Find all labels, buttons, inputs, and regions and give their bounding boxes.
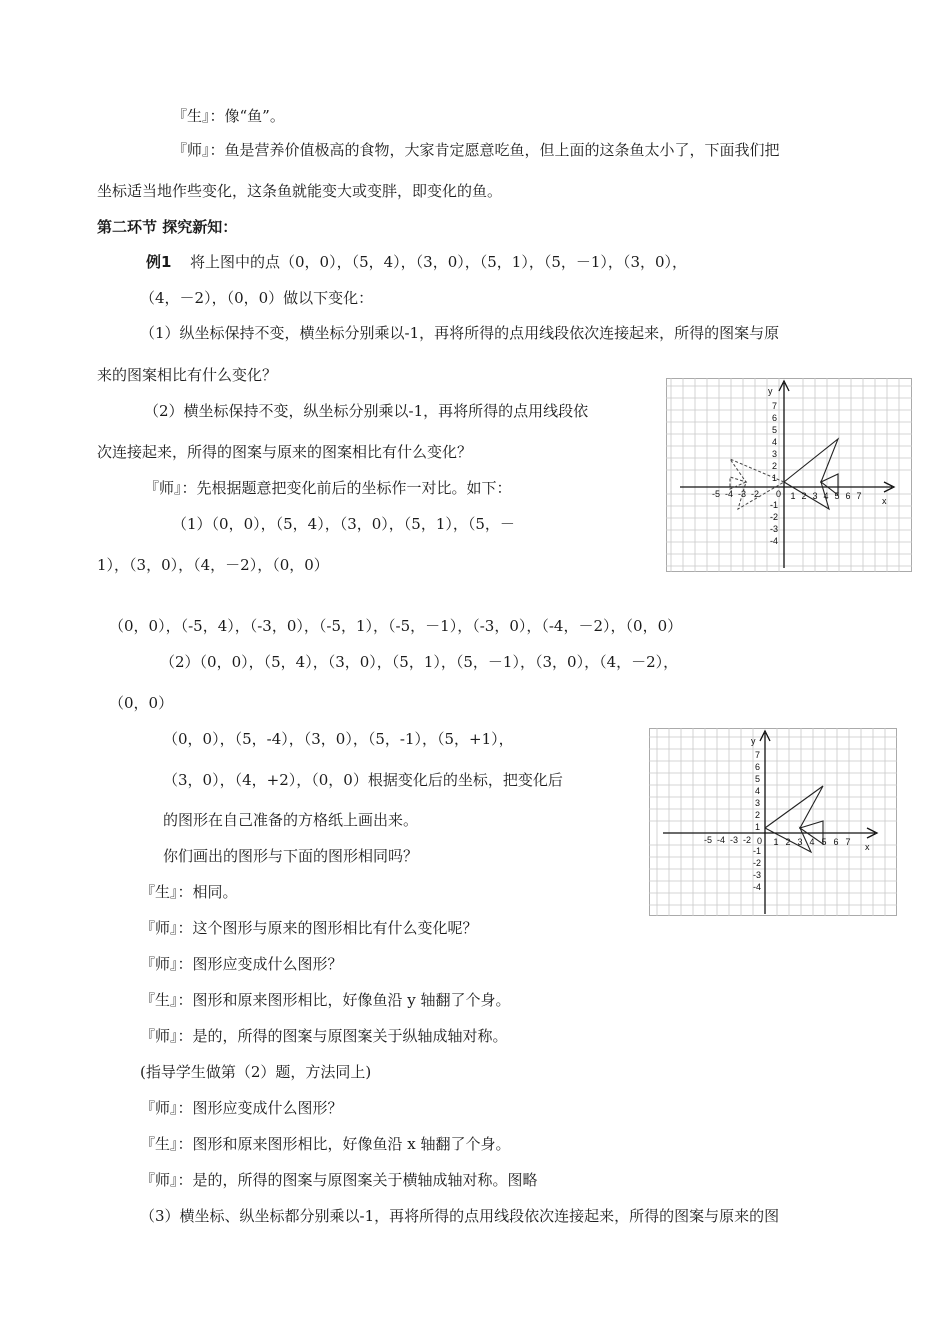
graph-2-y-tick: 6 xyxy=(755,762,761,772)
text-line-8: 来的图案相比有什么变化？ xyxy=(97,366,278,384)
graph-1-x-tick: 3 xyxy=(812,491,818,501)
graph-2 xyxy=(649,728,897,916)
graph-2-y-tick: -2 xyxy=(753,858,762,868)
graph-1 xyxy=(666,378,912,572)
graph-2-x-tick: 6 xyxy=(833,837,839,847)
graph-1-x-tick: 5 xyxy=(834,491,840,501)
graph-2-y-label: y xyxy=(751,736,756,746)
graph-1-x-tick: -2 xyxy=(750,489,760,499)
text-line-24: 『生』：图形和原来图形相比，好像鱼沿 y 轴翻了个身。 xyxy=(140,991,511,1009)
text-line-21: 『生』：相同。 xyxy=(140,883,238,901)
graph-2-y-tick: 2 xyxy=(755,810,761,820)
graph-1-y-tick: 6 xyxy=(772,413,778,423)
graph-1-x-tick: 2 xyxy=(801,491,807,501)
graph-1-x-tick: 1 xyxy=(790,491,796,501)
graph-2-y-tick: 3 xyxy=(755,798,761,808)
graph-2-x-tick: -4 xyxy=(716,835,726,845)
graph-1-x-label: x xyxy=(882,496,887,506)
graph-2-origin-label: 0 xyxy=(757,836,763,846)
text-line-29: 『师』：是的，所得的图案与原图案关于横轴成轴对称。图略 xyxy=(140,1171,538,1189)
graph-2-y-tick: -4 xyxy=(753,882,762,892)
text-line-2: 『师』：鱼是营养价值极高的食物，大家肯定愿意吃鱼，但上面的这条鱼太小了，下面我们把 xyxy=(172,141,780,159)
graph-1-y-tick: -3 xyxy=(770,524,779,534)
text-line-20: 你们画出的图形与下面的图形相同吗？ xyxy=(163,847,419,865)
example-label: 例1 xyxy=(146,253,172,271)
graph-2-x-label: x xyxy=(865,842,870,852)
text-line-28: 『生』：图形和原来图形相比，好像鱼沿 x 轴翻了个身。 xyxy=(140,1135,511,1153)
graph-1-y-tick: 5 xyxy=(772,425,778,435)
text-line-16: （0，0） xyxy=(109,694,174,712)
text-line-25: 『师』：是的，所得的图案与原图案关于纵轴成轴对称。 xyxy=(140,1027,508,1045)
graph-1-y-tick: -1 xyxy=(770,500,779,510)
text-line-15: （2）（0，0），（5，4），（3，0），（5，1），（5，－1），（3，0），（4，－2）， xyxy=(160,653,679,671)
graph-2-y-tick: 7 xyxy=(755,750,761,760)
graph-2-x-tick: 5 xyxy=(821,837,827,847)
graph-1-y-tick: 7 xyxy=(772,401,778,411)
graph-2-y-tick: -1 xyxy=(753,846,762,856)
graph-2-x-tick: -5 xyxy=(703,835,713,845)
text-line-14: （0，0），（-5，4），（-3，0），（-5，1），（-5，－1），（-3，0），（-4，－2），（0，0） xyxy=(109,617,683,635)
text-line-30: （3）横坐标、纵坐标都分别乘以-1，再将所得的点用线段依次连接起来，所得的图案与原来的图 xyxy=(140,1207,780,1225)
text-line-17: （0，0），（5，-4），（3，0），（5，-1），（5，+1）， xyxy=(163,730,514,748)
graph-2-x-tick: 2 xyxy=(785,837,791,847)
text-line-3: 坐标适当地作些变化，这条鱼就能变大或变胖，即变化的鱼。 xyxy=(97,182,503,200)
text-line-10: 次连接起来，所得的图案与原来的图案相比有什么变化？ xyxy=(97,443,473,461)
graph-1-x-tick: -3 xyxy=(737,489,747,499)
graph-1-y-tick: 4 xyxy=(772,437,778,447)
graph-1-x-tick: 4 xyxy=(823,491,829,501)
graph-2-x-tick: 7 xyxy=(845,837,851,847)
graph-2-y-tick: 4 xyxy=(755,786,761,796)
graph-2-x-tick: 4 xyxy=(809,837,815,847)
text-line-9: （2）横坐标保持不变，纵坐标分别乘以-1，再将所得的点用线段依 xyxy=(144,402,589,420)
graph-1-x-tick: -5 xyxy=(711,489,721,499)
text-line-13: 1），（3，0），（4，－2），（0，0） xyxy=(97,556,329,574)
text-line-11: 『师』：先根据题意把变化前后的坐标作一对比。如下： xyxy=(144,479,512,497)
graph-1-y-tick: 3 xyxy=(772,449,778,459)
graph-1-y-tick: 1 xyxy=(772,473,778,483)
graph-2-y-tick: 5 xyxy=(755,774,761,784)
graph-1-y-tick: -2 xyxy=(770,512,779,522)
text-line-22: 『师』：这个图形与原来的图形相比有什么变化呢？ xyxy=(140,919,478,937)
graph-2-x-tick: -3 xyxy=(729,835,739,845)
graph-1-x-tick: 7 xyxy=(856,491,862,501)
graph-2-y-tick: -3 xyxy=(753,870,762,880)
graph-2-y-tick: 1 xyxy=(755,822,761,832)
section-heading: 第二环节 探究新知： xyxy=(97,218,238,236)
text-line-26: (指导学生做第（2）题，方法同上) xyxy=(140,1063,372,1081)
text-line-12: （1）（0，0），（5，4），（3，0），（5，1），（5，－ xyxy=(172,515,515,533)
text-line-1: 『生』：像“鱼”。 xyxy=(172,107,285,125)
graph-1-x-tick: -4 xyxy=(724,489,734,499)
graph-2-x-tick: 3 xyxy=(797,837,803,847)
graph-1-origin-label: 0 xyxy=(776,489,782,499)
text-line-5: 将上图中的点（0，0），（5，4），（3，0），（5，1），（5，－1），（3，0）， xyxy=(190,253,688,271)
graph-2-x-tick: 1 xyxy=(773,837,779,847)
graph-1-y-tick: -4 xyxy=(770,536,779,546)
text-line-23: 『师』：图形应变成什么图形？ xyxy=(140,955,343,973)
graph-1-y-label: y xyxy=(768,386,773,396)
graph-2-x-tick: -2 xyxy=(742,835,752,845)
graph-1-x-tick: 6 xyxy=(845,491,851,501)
text-line-7: （1）纵坐标保持不变，横坐标分别乘以-1，再将所得的点用线段依次连接起来，所得的图案与原 xyxy=(140,324,780,342)
text-line-6: （4，－2），（0，0）做以下变化： xyxy=(140,289,374,307)
text-line-19: 的图形在自己准备的方格纸上画出来。 xyxy=(163,811,419,829)
graph-1-y-tick: 2 xyxy=(772,461,778,471)
text-line-27: 『师』：图形应变成什么图形？ xyxy=(140,1099,343,1117)
text-line-18: （3，0），（4，+2），（0，0）根据变化后的坐标，把变化后 xyxy=(163,771,563,789)
